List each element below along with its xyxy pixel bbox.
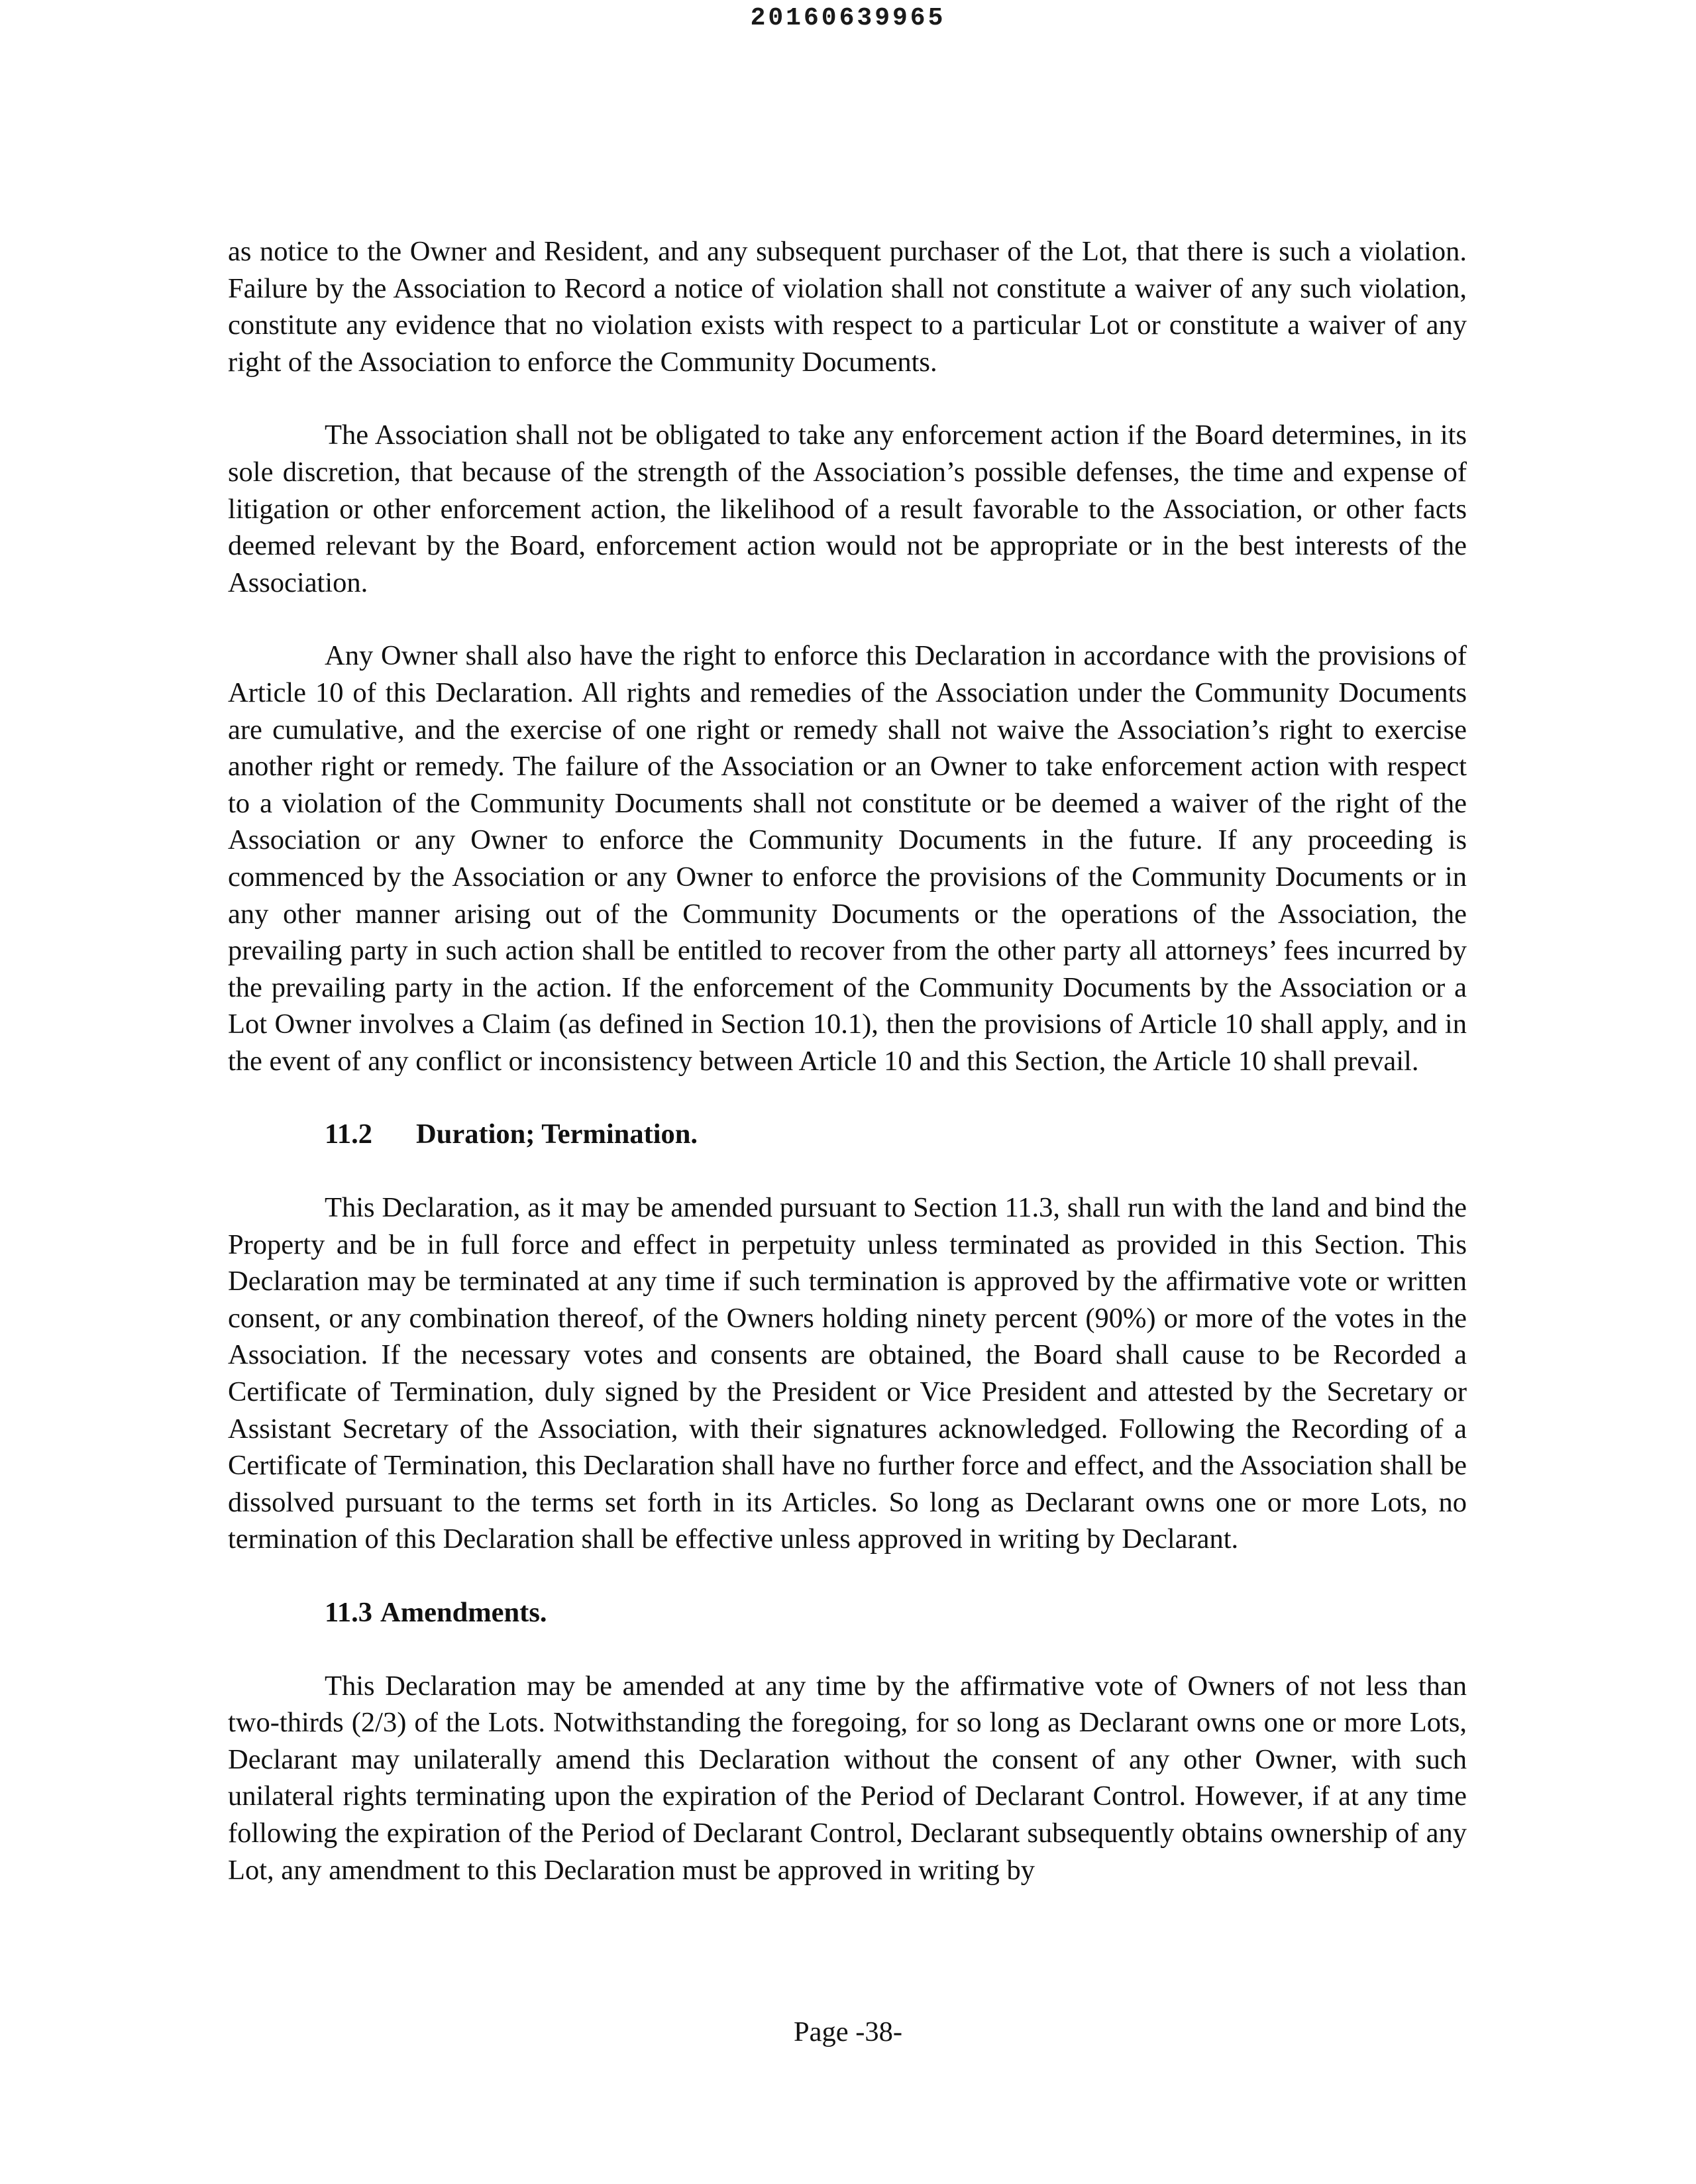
paragraph-enforcement-discretion: The Association shall not be obligated to take any enforcement action if the Board determines, in its sole discretion, that because of the strength of the Association’s possible defenses, the time and expense of litigation or other enforcement action, the likelihood of a result favorable to the Association, or other facts deemed relevant by the Board, enforcement action would not be appropriate or in the best interests of the Association. xyxy=(228,419,1467,598)
section-number: 11.3 xyxy=(325,1597,373,1628)
paragraph-owner-enforcement: Any Owner shall also have the right to enforce this Declaration in accordance with the provisions of Article 10 of this Declaration. All rights and remedies of the Association under the Community Documents are cumulative, and the exercise of one right or remedy shall not waive the Association’s right to exercise another right or remedy. The failure of the Association or an Owner to take enforcement action with respect to a violation of the Community Documents shall not constitute or be deemed a waiver of the right of the Association or any Owner to enforce the Community Documents in the future. If any proceeding is commenced by the Association or any Owner to enforce the provisions of the Community Documents or in any other manner arising out of the Community Documents or the operations of the Association, the prevailing party in such action shall be entitled to recover from the other party all attorneys’ fees incurred by the prevailing party in the action. If the enforcement of the Community Documents by the Association or a Lot Owner involves a Claim (as defined in Section 10.1), then the provisions of Article 10 shall apply, and in the event of any conflict or inconsistency between Article 10 and this Section, the Article 10 shall prevail. xyxy=(228,640,1467,1077)
document-number: 20160639965 xyxy=(750,4,946,32)
section-title: Amendments. xyxy=(380,1597,547,1628)
section-number: 11.2 xyxy=(325,1119,373,1150)
page-number: Page -38- xyxy=(793,2016,903,2048)
document-body xyxy=(228,233,1467,1925)
section-title: Duration; Termination. xyxy=(416,1119,698,1150)
paragraph-duration-termination: This Declaration, as it may be amended pursuant to Section 11.3, shall run with the land and bind the Property and be in full force and effect in perpetuity unless terminated as provided in this Section. This Declaration may be terminated at any time if such termination is approved by the affirmative vote or written consent, or any combination thereof, of the Owners holding ninety percent (90%) or more of the votes in the Association. If the necessary votes and consents are obtained, the Board shall cause to be Recorded a Certificate of Termination, duly signed by the President or Vice President and attested by the Secretary or Assistant Secretary of the Association, with their signatures acknowledged. Following the Recording of a Certificate of Termination, this Declaration shall have no further force and effect, and the Association shall be dissolved pursuant to the terms set forth in its Articles. So long as Declarant owns one or more Lots, no termination of this Declaration shall be effective unless approved in writing by Declarant. xyxy=(228,1192,1467,1555)
section-heading-11-3 xyxy=(228,1594,1467,1631)
paragraph-violation-notice: as notice to the Owner and Resident, and any subsequent purchaser of the Lot, that there is such a violation. Failure by the Association to Record a notice of violation shall not constitute a waiver of any such violation, constitute any evidence that no violation exists with respect to a particular Lot or constitute a waiver of any right of the Association to enforce the Community Documents. xyxy=(228,236,1467,378)
paragraph-amendments: This Declaration may be amended at any time by the affirmative vote of Owners of not less than two-thirds (2/3) of the Lots. Notwithstanding the foregoing, for so long as Declarant owns one or more Lots, Declarant may unilaterally amend this Declaration without the consent of any other Owner, with such unilateral rights terminating upon the expiration of the Period of Declarant Control. However, if at any time following the expiration of the Period of Declarant Control, Declarant subsequently obtains ownership of any Lot, any amendment to this Declaration must be approved in writing by xyxy=(228,1670,1467,1886)
section-heading-11-2 xyxy=(228,1116,1467,1153)
